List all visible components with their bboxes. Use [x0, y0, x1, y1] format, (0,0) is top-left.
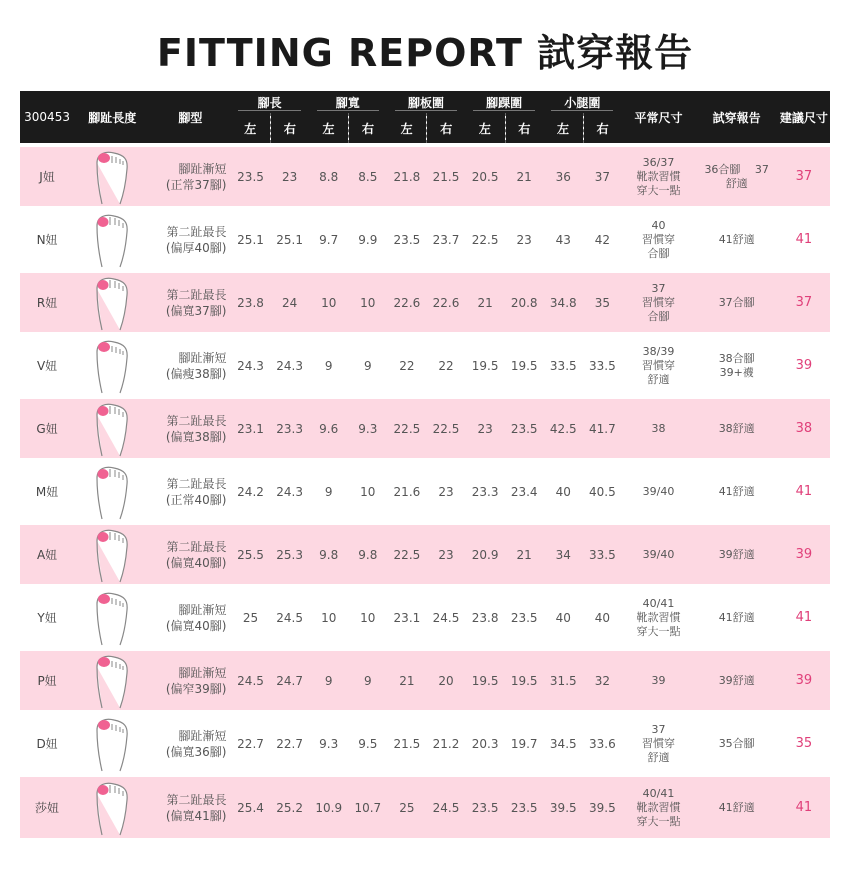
foot-type-cell [150, 334, 230, 397]
measurement-cell: 31.5 [543, 649, 583, 712]
left-header: 左 [387, 113, 427, 145]
measurement-cell: 34.8 [543, 271, 583, 334]
measurement-cell: 20.8 [505, 271, 543, 334]
usual-size-line: 38/39 [642, 344, 675, 358]
foot-toe-icon [94, 338, 130, 394]
measurement-cell: 21 [505, 145, 543, 208]
measurement-cell: 22.7 [271, 712, 309, 775]
recommended-size-cell: 35 [778, 712, 830, 775]
measurement-cell: 24.5 [230, 649, 270, 712]
measurement-cell: 40 [583, 586, 621, 649]
foot-type-main: 第二趾最長 [166, 539, 227, 554]
usual-size-line: 合腳 [647, 246, 670, 260]
foot-toe-icon [94, 275, 130, 331]
measurement-cell: 33.5 [543, 334, 583, 397]
table-row [20, 775, 830, 838]
foot-type-cell [150, 208, 230, 271]
foot-type-note: (偏寬40腳) [165, 555, 227, 570]
measurement-cell: 25 [387, 775, 427, 838]
report-cell [696, 649, 778, 712]
measurement-cell: 24.3 [271, 334, 309, 397]
tester-name: J妞 [20, 145, 74, 208]
usual-size-line: 36/37 [642, 155, 675, 169]
calf-girth-header [543, 91, 621, 113]
measurement-cell: 21.2 [427, 712, 465, 775]
foot-type-note: (偏寬41腳) [165, 808, 227, 823]
measurement-cell: 23.5 [505, 397, 543, 460]
report-line: 38合腳 [718, 351, 755, 365]
measurement-cell: 23 [427, 460, 465, 523]
measurement-cell: 22.5 [427, 397, 465, 460]
report-line: 41舒適 [718, 232, 755, 246]
usual-size-line: 合腳 [647, 309, 670, 323]
measurement-cell: 25.4 [230, 775, 270, 838]
measurement-cell: 23.5 [230, 145, 270, 208]
usual-size-line: 習慣穿 [642, 358, 675, 372]
foot-toe-icon [94, 590, 130, 646]
foot-type-cell [150, 712, 230, 775]
measurement-cell: 9.5 [349, 712, 387, 775]
report-cell [696, 397, 778, 460]
report-line: 41舒適 [718, 610, 755, 624]
toe-length-cell [74, 334, 150, 397]
measurement-cell: 19.5 [465, 649, 505, 712]
usual-size-cell [621, 649, 695, 712]
usual-size-line: 舒適 [647, 750, 670, 764]
measurement-cell: 24 [271, 271, 309, 334]
toe-length-cell [74, 712, 150, 775]
measurement-cell: 25.5 [230, 523, 270, 586]
measurement-cell: 9 [309, 649, 349, 712]
measurement-cell: 24.2 [230, 460, 270, 523]
measurement-cell: 23.3 [271, 397, 309, 460]
usual-size-cell [621, 271, 695, 334]
usual-size-line: 穿大一點 [636, 814, 681, 828]
recommended-size-cell: 38 [778, 397, 830, 460]
report-cell [696, 271, 778, 334]
report-line: 41舒適 [718, 800, 755, 814]
measurement-cell: 40.5 [583, 460, 621, 523]
left-header: 左 [309, 113, 349, 145]
measurement-cell: 24.5 [427, 586, 465, 649]
measurement-cell: 22.5 [387, 397, 427, 460]
report-line: 舒適 [725, 176, 748, 190]
foot-type-cell [150, 271, 230, 334]
toe-length-cell [74, 460, 150, 523]
report-cell [696, 586, 778, 649]
foot-type-main: 腳趾漸短 [178, 161, 227, 176]
recommended-size-cell: 37 [778, 145, 830, 208]
foot-type-cell [150, 649, 230, 712]
foot-type-main: 腳趾漸短 [178, 665, 227, 680]
usual-size-line: 穿大一點 [636, 624, 681, 638]
foot-type-cell [150, 145, 230, 208]
measurement-cell: 37 [583, 145, 621, 208]
measurement-cell: 9.3 [349, 397, 387, 460]
recommended-size-cell: 41 [778, 460, 830, 523]
group-label: 腳板圍 [407, 95, 444, 110]
left-header: 左 [230, 113, 270, 145]
right-header: 右 [505, 113, 543, 145]
usual-size-cell [621, 145, 695, 208]
foot-type-note: (偏寬37腳) [165, 303, 227, 318]
measurement-cell: 9.9 [349, 208, 387, 271]
tester-name: G妞 [20, 397, 74, 460]
measurement-cell: 9 [349, 649, 387, 712]
foot-type-cell [150, 397, 230, 460]
measurement-cell: 23.7 [427, 208, 465, 271]
measurement-cell: 34 [543, 523, 583, 586]
foot-type-main: 腳趾漸短 [178, 602, 227, 617]
report-line: 37合腳 [718, 295, 755, 309]
report-header: 試穿報告 [696, 91, 778, 145]
tester-name: Y妞 [20, 586, 74, 649]
measurement-cell: 19.7 [505, 712, 543, 775]
measurement-cell: 22.5 [387, 523, 427, 586]
measurement-cell: 9.8 [349, 523, 387, 586]
measurement-cell: 41.7 [583, 397, 621, 460]
measurement-cell: 22 [427, 334, 465, 397]
foot-toe-icon [94, 401, 130, 457]
foot-length-header [230, 91, 308, 113]
measurement-cell: 19.5 [465, 334, 505, 397]
measurement-cell: 25.2 [271, 775, 309, 838]
measurement-cell: 23 [505, 208, 543, 271]
group-label: 小腿圍 [564, 95, 601, 110]
measurement-cell: 20 [427, 649, 465, 712]
measurement-cell: 23.3 [465, 460, 505, 523]
report-line: 35合腳 [718, 736, 755, 750]
toe-length-cell [74, 145, 150, 208]
page-title: FITTING REPORT 試穿報告 [156, 31, 694, 75]
table-row [20, 145, 830, 208]
measurement-cell: 43 [543, 208, 583, 271]
measurement-cell: 42 [583, 208, 621, 271]
foot-type-main: 第二趾最長 [166, 792, 227, 807]
toe-length-cell [74, 649, 150, 712]
measurement-cell: 24.3 [271, 460, 309, 523]
foot-type-main: 腳趾漸短 [178, 350, 227, 365]
tester-name: P妞 [20, 649, 74, 712]
measurement-cell: 23 [271, 145, 309, 208]
recommended-size-header: 建議尺寸 [778, 91, 830, 145]
measurement-cell: 10.7 [349, 775, 387, 838]
foot-type-cell [150, 460, 230, 523]
measurement-cell: 34.5 [543, 712, 583, 775]
measurement-cell: 10 [349, 460, 387, 523]
report-line: 39舒適 [718, 547, 755, 561]
measurement-cell: 33.5 [583, 523, 621, 586]
measurement-cell: 33.6 [583, 712, 621, 775]
group-label: 腳寬 [335, 95, 360, 110]
report-cell [696, 775, 778, 838]
measurement-cell: 8.5 [349, 145, 387, 208]
measurement-cell: 9.7 [309, 208, 349, 271]
report-cell [696, 145, 778, 208]
group-label: 腳長 [257, 95, 282, 110]
foot-toe-icon [94, 780, 130, 836]
measurement-cell: 24.5 [271, 586, 309, 649]
measurement-cell: 9 [309, 460, 349, 523]
foot-type-note: (偏寬40腳) [165, 618, 227, 633]
toe-length-cell [74, 775, 150, 838]
measurement-cell: 21 [505, 523, 543, 586]
measurement-cell: 9.3 [309, 712, 349, 775]
measurement-cell: 23.1 [387, 586, 427, 649]
report-cell [696, 208, 778, 271]
measurement-cell: 21.6 [387, 460, 427, 523]
table-row [20, 649, 830, 712]
measurement-cell: 9 [309, 334, 349, 397]
usual-size-cell [621, 460, 695, 523]
measurement-cell: 21 [387, 649, 427, 712]
tester-name: V妞 [20, 334, 74, 397]
foot-type-cell [150, 586, 230, 649]
report-cell [696, 523, 778, 586]
right-header: 右 [271, 113, 309, 145]
measurement-cell: 25 [230, 586, 270, 649]
measurement-cell: 9.6 [309, 397, 349, 460]
tester-name: M妞 [20, 460, 74, 523]
recommended-size-cell: 39 [778, 334, 830, 397]
measurement-cell: 22.6 [427, 271, 465, 334]
measurement-cell: 23.5 [505, 775, 543, 838]
report-cell [696, 334, 778, 397]
ankle-girth-header [465, 91, 543, 113]
foot-type-cell [150, 775, 230, 838]
measurement-cell: 22.6 [387, 271, 427, 334]
tester-name: R妞 [20, 271, 74, 334]
foot-toe-icon [94, 716, 130, 772]
measurement-cell: 33.5 [583, 334, 621, 397]
usual-size-cell [621, 775, 695, 838]
right-header: 右 [583, 113, 621, 145]
left-header: 左 [543, 113, 583, 145]
toe-length-cell [74, 271, 150, 334]
toe-length-cell [74, 586, 150, 649]
usual-size-cell [621, 523, 695, 586]
measurement-cell: 10 [309, 586, 349, 649]
measurement-cell: 23.5 [465, 775, 505, 838]
usual-size-line: 靴款習慣 [636, 800, 681, 814]
usual-size-line: 39/40 [642, 547, 675, 561]
usual-size-cell [621, 586, 695, 649]
measurement-cell: 20.5 [465, 145, 505, 208]
foot-toe-icon [94, 527, 130, 583]
recommended-size-cell: 39 [778, 523, 830, 586]
measurement-cell: 23.4 [505, 460, 543, 523]
measurement-cell: 23.1 [230, 397, 270, 460]
table-row [20, 334, 830, 397]
foot-type-note: (偏瘦38腳) [165, 366, 227, 381]
measurement-cell: 25.1 [271, 208, 309, 271]
recommended-size-cell: 39 [778, 649, 830, 712]
right-header: 右 [349, 113, 387, 145]
table-row [20, 397, 830, 460]
tester-name: 莎妞 [20, 775, 74, 838]
foot-type-note: (偏寬38腳) [165, 429, 227, 444]
foot-type-note: (偏寬36腳) [165, 744, 227, 759]
report-line: 36合腳 37 [704, 162, 769, 176]
foot-type-note: (正常40腳) [165, 492, 227, 507]
measurement-cell: 40 [543, 586, 583, 649]
tester-name: A妞 [20, 523, 74, 586]
table-row [20, 208, 830, 271]
usual-size-line: 39 [651, 673, 666, 687]
foot-type-main: 第二趾最長 [166, 413, 227, 428]
usual-size-line: 39/40 [642, 484, 675, 498]
recommended-size-cell: 41 [778, 208, 830, 271]
foot-type-note: (偏窄39腳) [165, 681, 227, 696]
usual-size-line: 舒適 [647, 372, 670, 386]
table-row [20, 712, 830, 775]
measurement-cell: 10 [309, 271, 349, 334]
foot-type-note: (偏厚40腳) [165, 240, 227, 255]
foot-type-main: 腳趾漸短 [178, 728, 227, 743]
measurement-cell: 21.5 [387, 712, 427, 775]
usual-size-line: 37 [651, 722, 666, 736]
usual-size-line: 靴款習慣 [636, 169, 681, 183]
usual-size-line: 40 [651, 218, 666, 232]
foot-type-header: 腳型 [150, 91, 230, 145]
measurement-cell: 19.5 [505, 649, 543, 712]
measurement-cell: 21.8 [387, 145, 427, 208]
measurement-cell: 21.5 [427, 145, 465, 208]
usual-size-line: 38 [651, 421, 666, 435]
usual-size-line: 習慣穿 [642, 232, 675, 246]
usual-size-line: 37 [651, 281, 666, 295]
measurement-cell: 25.3 [271, 523, 309, 586]
measurement-cell: 8.8 [309, 145, 349, 208]
measurement-cell: 9 [349, 334, 387, 397]
foot-type-cell [150, 523, 230, 586]
foot-toe-icon [94, 653, 130, 709]
foot-width-header [309, 91, 387, 113]
measurement-cell: 39.5 [543, 775, 583, 838]
table-row [20, 523, 830, 586]
toe-length-header: 腳趾長度 [74, 91, 150, 145]
measurement-cell: 24.5 [427, 775, 465, 838]
measurement-cell: 39.5 [583, 775, 621, 838]
tester-name: N妞 [20, 208, 74, 271]
group-label: 腳踝圍 [486, 95, 523, 110]
right-header: 右 [427, 113, 465, 145]
toe-length-cell [74, 523, 150, 586]
usual-size-cell [621, 208, 695, 271]
recommended-size-cell: 37 [778, 271, 830, 334]
measurement-cell: 23 [465, 397, 505, 460]
usual-size-line: 穿大一點 [636, 183, 681, 197]
report-line: 39+襪 [719, 365, 754, 379]
usual-size-line: 靴款習慣 [636, 610, 681, 624]
measurement-cell: 35 [583, 271, 621, 334]
measurement-cell: 22.7 [230, 712, 270, 775]
left-header: 左 [465, 113, 505, 145]
foot-type-main: 第二趾最長 [166, 287, 227, 302]
toe-length-cell [74, 208, 150, 271]
measurement-cell: 10.9 [309, 775, 349, 838]
measurement-cell: 24.3 [230, 334, 270, 397]
measurement-cell: 23.5 [505, 586, 543, 649]
table-row [20, 271, 830, 334]
measurement-cell: 36 [543, 145, 583, 208]
toe-length-cell [74, 397, 150, 460]
recommended-size-cell: 41 [778, 586, 830, 649]
measurement-cell: 9.8 [309, 523, 349, 586]
measurement-cell: 10 [349, 586, 387, 649]
measurement-cell: 23.5 [387, 208, 427, 271]
measurement-cell: 20.9 [465, 523, 505, 586]
report-line: 39舒適 [718, 673, 755, 687]
foot-type-note: (正常37腳) [165, 177, 227, 192]
usual-size-line: 40/41 [642, 596, 675, 610]
table-row [20, 460, 830, 523]
measurement-cell: 21 [465, 271, 505, 334]
foot-type-main: 第二趾最長 [166, 476, 227, 491]
usual-size-cell [621, 397, 695, 460]
foot-toe-icon [94, 464, 130, 520]
foot-toe-icon [94, 149, 130, 205]
measurement-cell: 23.8 [230, 271, 270, 334]
measurement-cell: 22.5 [465, 208, 505, 271]
measurement-cell: 22 [387, 334, 427, 397]
usual-size-cell [621, 712, 695, 775]
measurement-cell: 23.8 [465, 586, 505, 649]
measurement-cell: 24.7 [271, 649, 309, 712]
measurement-cell: 40 [543, 460, 583, 523]
measurement-cell: 42.5 [543, 397, 583, 460]
report-cell [696, 460, 778, 523]
usual-size-cell [621, 334, 695, 397]
measurement-cell: 20.3 [465, 712, 505, 775]
measurement-cell: 10 [349, 271, 387, 334]
usual-size-line: 習慣穿 [642, 295, 675, 309]
measurement-cell: 32 [583, 649, 621, 712]
measurement-cell: 23 [427, 523, 465, 586]
usual-size-line: 40/41 [642, 786, 675, 800]
usual-size-header: 平常尺寸 [621, 91, 695, 145]
table-row [20, 586, 830, 649]
measurement-cell: 19.5 [505, 334, 543, 397]
fitting-report-table [20, 91, 830, 838]
usual-size-line: 習慣穿 [642, 736, 675, 750]
code-header: 300453 [20, 91, 74, 145]
recommended-size-cell: 41 [778, 775, 830, 838]
report-line: 41舒適 [718, 484, 755, 498]
measurement-cell: 25.1 [230, 208, 270, 271]
tester-name: D妞 [20, 712, 74, 775]
report-line: 38舒適 [718, 421, 755, 435]
foot-type-main: 第二趾最長 [166, 224, 227, 239]
foot-toe-icon [94, 212, 130, 268]
report-cell [696, 712, 778, 775]
instep-girth-header [387, 91, 465, 113]
